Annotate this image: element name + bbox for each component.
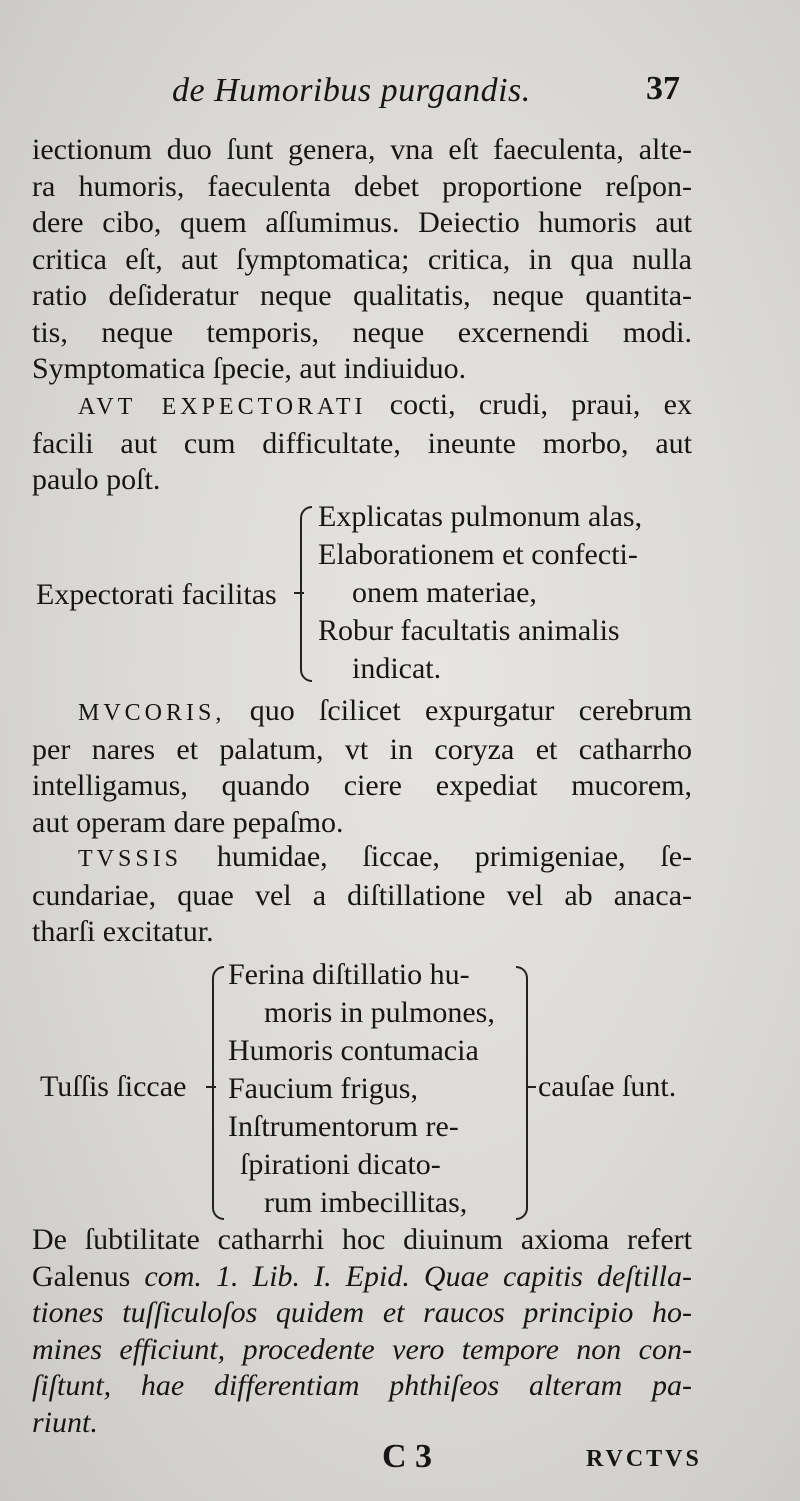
brace-label: Tuſſis ſiccae bbox=[40, 1070, 187, 1103]
brace-label: Expectorati facilitas bbox=[36, 578, 277, 611]
brace-item: Faucium frigus, bbox=[228, 1072, 418, 1105]
paragraph-deiectio bbox=[32, 132, 692, 388]
text-line bbox=[32, 1259, 692, 1296]
page-footer bbox=[0, 1438, 800, 1488]
text-line: aut operam dare pepaſmo. bbox=[32, 805, 344, 839]
text-line: mines efficiunt, procedente vero tempore non con- bbox=[32, 1332, 692, 1366]
text-line: ratio deſideratur neque qualitatis, neque quantita- bbox=[32, 279, 692, 312]
citation-text: com. 1. Lib. I. Epid. Quae capitis deſtilla- bbox=[144, 1259, 693, 1293]
left-brace bbox=[300, 506, 312, 682]
text-span: Galenus bbox=[32, 1259, 131, 1293]
text-line bbox=[32, 839, 692, 878]
brace-item: indicat. bbox=[352, 652, 442, 685]
brace-item: Humoris contumacia bbox=[228, 1034, 479, 1067]
text-line: tis, neque temporis, neque excernendi modi. bbox=[32, 315, 692, 349]
brace-table-tussis bbox=[32, 956, 712, 1226]
brace-table-expectorati bbox=[32, 498, 712, 688]
text-line: ra humoris, faeculenta debet proportione reſpon- bbox=[32, 169, 692, 203]
text-line: Symptomatica ſpecie, aut indiuiduo. bbox=[32, 352, 467, 385]
running-head: de Humoribus purgandis. bbox=[172, 72, 531, 109]
brace-tip bbox=[294, 592, 304, 594]
brace-item: Elaborationem et confecti- bbox=[318, 538, 638, 571]
text-line: dere cibo, quem aſſumimus. Deiectio humoris aut bbox=[32, 206, 692, 239]
brace-tip bbox=[526, 1086, 536, 1088]
text-line: tiones tuſſiculoſos quidem et raucos principio ho- bbox=[32, 1296, 692, 1329]
text-line: intelligamus, quando ciere expediat mucorem, bbox=[32, 769, 692, 802]
text-line: critica eſt, aut ſymptomatica; critica, in qua nulla bbox=[32, 242, 692, 276]
section-heading: AVT EXPECTORATI bbox=[78, 394, 367, 420]
brace-right-label: cauſae ſunt. bbox=[538, 1070, 677, 1103]
text-line bbox=[32, 693, 692, 732]
text-line: facili aut cum difficultate, ineunte morbo, aut bbox=[32, 426, 692, 460]
text-line: tharſi excitatur. bbox=[32, 915, 214, 948]
brace-items bbox=[318, 498, 642, 688]
section-heading: MVCORIS, bbox=[78, 700, 226, 726]
left-brace bbox=[212, 966, 224, 1220]
paragraph-tussis bbox=[32, 839, 692, 951]
text-line: paulo poſt. bbox=[32, 463, 161, 496]
page-header bbox=[0, 66, 800, 116]
text-line: ſiſtunt, hae differentiam phthiſeos alteram pa- bbox=[32, 1369, 692, 1402]
text-span: humidae, ſiccae, primigeniae, ſe- bbox=[216, 840, 692, 873]
brace-items bbox=[228, 956, 495, 1222]
text-line: De ſubtilitate catharrhi hoc diuinum axioma refert bbox=[32, 1223, 692, 1256]
right-brace bbox=[516, 966, 528, 1220]
brace-item: onem materiae, bbox=[352, 576, 537, 609]
brace-item: Explicatas pulmonum alas, bbox=[318, 500, 643, 533]
brace-item: rum imbecillitas, bbox=[264, 1186, 468, 1219]
brace-item: ſpirationi dicato- bbox=[240, 1148, 441, 1181]
text-line: per nares et palatum, vt in coryza et catharrho bbox=[32, 732, 692, 766]
section-heading: TVSSIS bbox=[78, 846, 183, 872]
text-line: iectionum duo ſunt genera, vna eſt faeculenta, alte- bbox=[32, 133, 692, 166]
paragraph-galenus bbox=[32, 1222, 692, 1441]
text-line: riunt. bbox=[32, 1405, 98, 1439]
brace-item: Ferina diſtillatio hu- bbox=[228, 958, 470, 991]
brace-item: Robur facultatis animalis bbox=[318, 614, 620, 647]
brace-item: moris in pulmones, bbox=[264, 996, 495, 1029]
brace-tip bbox=[206, 1086, 216, 1088]
paragraph-mucoris bbox=[32, 693, 692, 841]
text-span: cocti, crudi, praui, ex bbox=[389, 388, 692, 421]
signature-mark: C 3 bbox=[382, 1438, 433, 1475]
page-number: 37 bbox=[646, 70, 680, 107]
brace-item: Inſtrumentorum re- bbox=[228, 1110, 459, 1143]
text-line bbox=[32, 387, 692, 426]
paragraph-expectorati bbox=[32, 387, 692, 499]
catchword: RVCTVS bbox=[586, 1446, 702, 1472]
text-span: quo ſcilicet expurgatur cerebrum bbox=[249, 694, 692, 727]
text-line: cundariae, quae vel a diſtillatione vel ab anaca- bbox=[32, 878, 692, 912]
